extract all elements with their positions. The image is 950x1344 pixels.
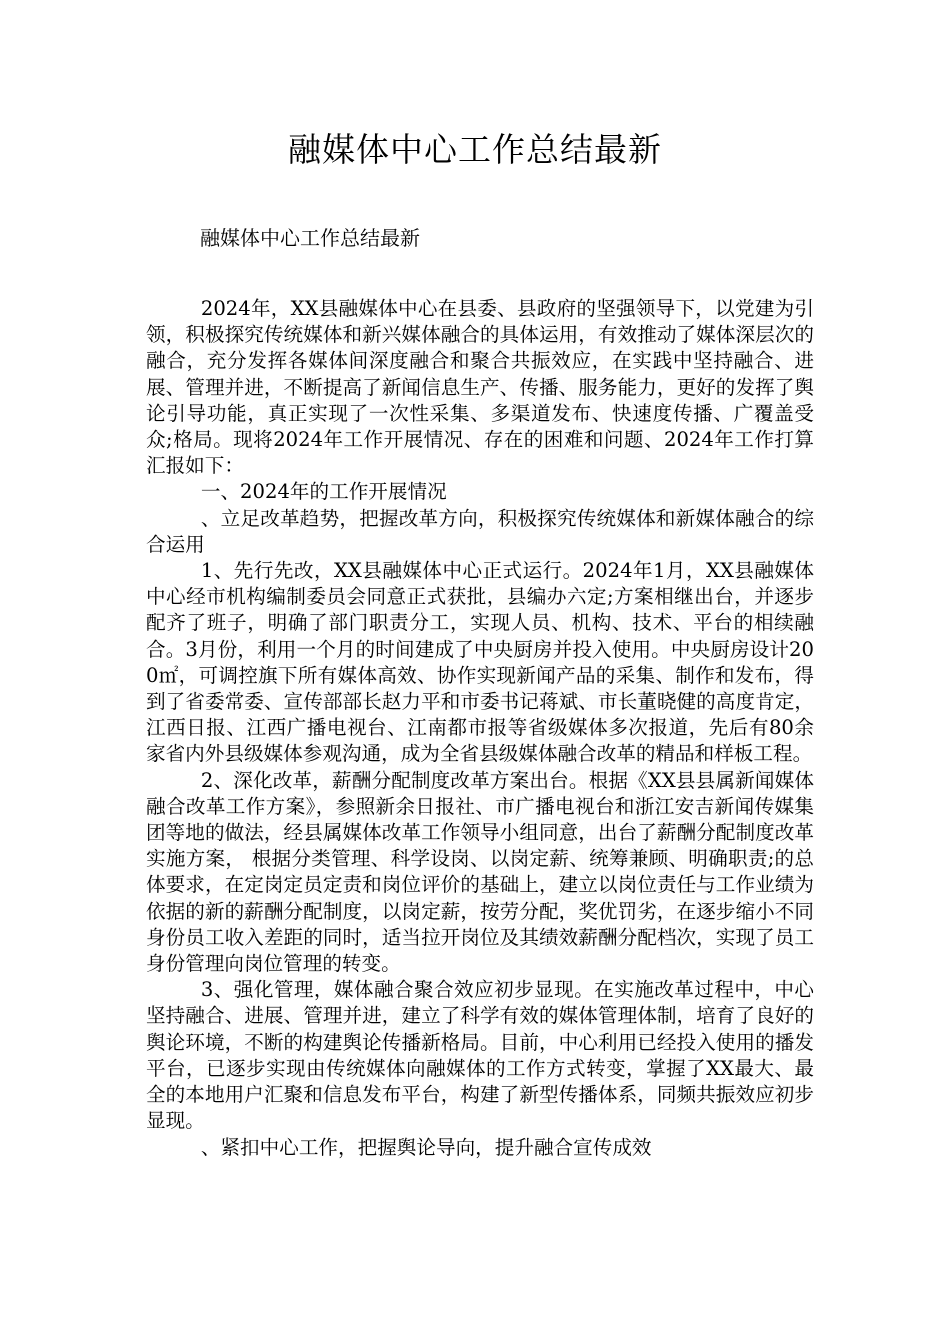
paragraph-item-1: 1、先行先改，XX县融媒体中心正式运行。2024年1月，XX县融媒体中心经市机构编制委员会同意正式获批，县编办六定;方案相继出台，并逐步配齐了班子，明确了部门职责分工，实现人员、机构、技术、平台的相续融合。3月份，利用一个月的时间建成了中央厨房并投入使用。中央厨房设计200㎡，可调控旗下所有媒体高效、协作实现新闻产品的采集、制作和发布，得到了省委常委、宣传部部长赵力平和市委书记蒋斌、市长董晓健的高度肯定，江西日报、江西广播电视台、江南都市报等省级媒体多次报道，先后有80余家省内外县级媒体参观沟通，成为全省县级媒体融合改革的精品和样板工程。	[146, 559, 814, 766]
heading-subsection-2: 、紧扣中心工作，把握舆论导向，提升融合宣传成效	[200, 1135, 652, 1159]
paragraph-intro: 2024年，XX县融媒体中心在县委、县政府的坚强领导下，以党建为引领，积极探究传统媒体和新兴媒体融合的具体运用，有效推动了媒体深层次的融合，充分发挥各媒体间深度融合和聚合共振效应，在实践中坚持融合、进展、管理并进，不断提高了新闻信息生产、传播、服务能力，更好的发挥了舆论引导功能，真正实现了一次性采集、多渠道发布、快速度传播、广覆盖受众;格局。现将2024年工作开展情况、存在的困难和问题、2024年工作打算汇报如下：	[146, 297, 814, 478]
document-title: 融媒体中心工作总结最新	[288, 130, 662, 169]
paragraph-item-2: 2、深化改革，薪酬分配制度改革方案出台。根据《XX县县属新闻媒体融合改革工作方案》，参照新余日报社、市广播电视台和浙江安吉新闻传媒集团等地的做法，经县属媒体改革工作领导小组同意，出台了薪酬分配制度改革实施方案， 根据分类管理、科学设岗、以岗定薪、统筹兼顾、明确职责;的总体要求，在定岗定员定责和岗位评价的基础上，建立以岗位责任与工作业绩为依据的新的薪酬分配制度，以岗定薪，按劳分配，奖优罚劣，在逐步缩小不同身份员工收入差距的同时，适当拉开岗位及其绩效薪酬分配档次，实现了员工身份管理向岗位管理的转变。	[146, 768, 814, 976]
document-subtitle: 融媒体中心工作总结最新	[200, 226, 420, 250]
document-body	[146, 296, 814, 1161]
heading-section-1: 一、2024年的工作开展情况	[200, 480, 447, 504]
paragraph-item-3: 3、强化管理，媒体融合聚合效应初步显现。在实施改革过程中，中心坚持融合、进展、管理并进，建立了科学有效的媒体管理体制，培育了良好的舆论环境，不断的构建舆论传播新格局。目前，中心利用已经投入使用的播发平台，已逐步实现由传统媒体向融媒体的工作方式转变，掌握了XX最大、最全的本地用户汇聚和信息发布平台，构建了新型传播体系，同频共振效应初步显现。	[146, 978, 814, 1133]
heading-subsection-1: 、立足改革趋势，把握改革方向，积极探究传统媒体和新媒体融合的综合运用	[146, 506, 814, 556]
